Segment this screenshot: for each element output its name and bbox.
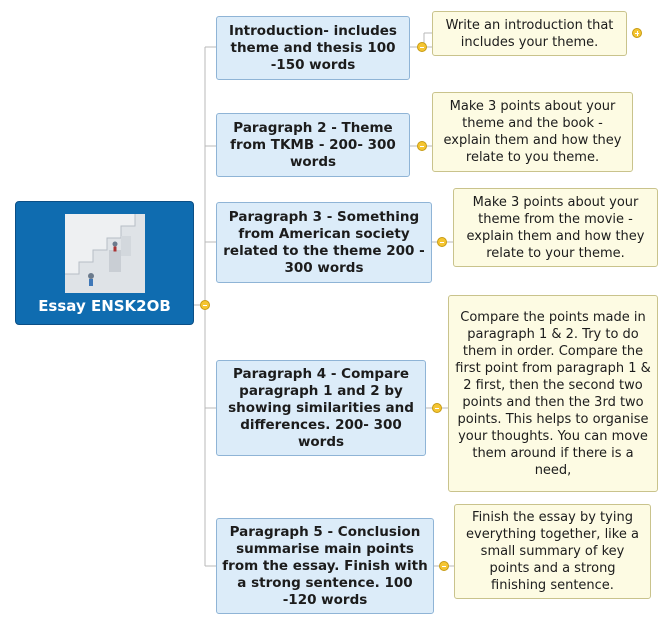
topic-paragraph-3-collapse-icon[interactable] xyxy=(437,237,447,247)
topic-paragraph-4-label: Paragraph 4 - Compare paragraph 1 and 2 by showing similarities and differences. 200- 300 words xyxy=(228,365,414,450)
topic-paragraph-4-collapse-icon[interactable] xyxy=(432,403,442,413)
note-paragraph-4[interactable] xyxy=(448,295,658,492)
topic-paragraph-5-label: Paragraph 5 - Conclusion summarise main points from the essay. Finish with a strong sentence. 100 -120 words xyxy=(222,523,428,608)
note-paragraph-4-text: Compare the points made in paragraph 1 & 2. Try to do them in order. Compare the first point from paragraph 1 & 2 first, then the second two points and then the 3rd two points. This helps to organise your thoughts. You can move them around if there is a need, xyxy=(455,309,651,478)
topic-paragraph-5[interactable] xyxy=(216,518,434,614)
topic-paragraph-2-label: Paragraph 2 - Theme from TKMB - 200- 300 words xyxy=(230,119,396,170)
topic-paragraph-2[interactable] xyxy=(216,113,410,177)
note-paragraph-5-text: Finish the essay by tying everything together, like a small summary of key points and a strong finishing sentence. xyxy=(466,510,639,593)
topic-paragraph-4[interactable] xyxy=(216,360,426,456)
central-topic[interactable] xyxy=(15,201,194,325)
note-introduction-expand-icon[interactable] xyxy=(632,28,642,38)
topic-paragraph-3-label: Paragraph 3 - Something from American society related to the theme 200 - 300 words xyxy=(223,208,425,276)
note-introduction-text: Write an introduction that includes your theme. xyxy=(445,17,614,50)
topic-introduction[interactable] xyxy=(216,16,410,80)
stairs-illustration xyxy=(65,214,145,293)
note-paragraph-3[interactable] xyxy=(453,188,658,267)
central-topic-title: Essay ENSK2OB xyxy=(38,297,171,315)
topic-introduction-label: Introduction- includes theme and thesis 100 -150 words xyxy=(229,22,397,73)
note-paragraph-5[interactable] xyxy=(454,504,651,599)
topic-paragraph-5-collapse-icon[interactable] xyxy=(439,561,449,571)
note-paragraph-2-text: Make 3 points about your theme and the book - explain them and how they relate to you theme. xyxy=(443,99,622,165)
topic-introduction-collapse-icon[interactable] xyxy=(417,42,427,52)
note-introduction[interactable] xyxy=(432,11,627,56)
root-collapse-icon[interactable] xyxy=(200,300,210,310)
note-paragraph-2[interactable] xyxy=(432,92,633,172)
note-paragraph-3-text: Make 3 points about your theme from the movie - explain them and how they relate to your theme. xyxy=(466,194,645,261)
topic-paragraph-3[interactable] xyxy=(216,202,432,283)
topic-paragraph-2-collapse-icon[interactable] xyxy=(417,141,427,151)
